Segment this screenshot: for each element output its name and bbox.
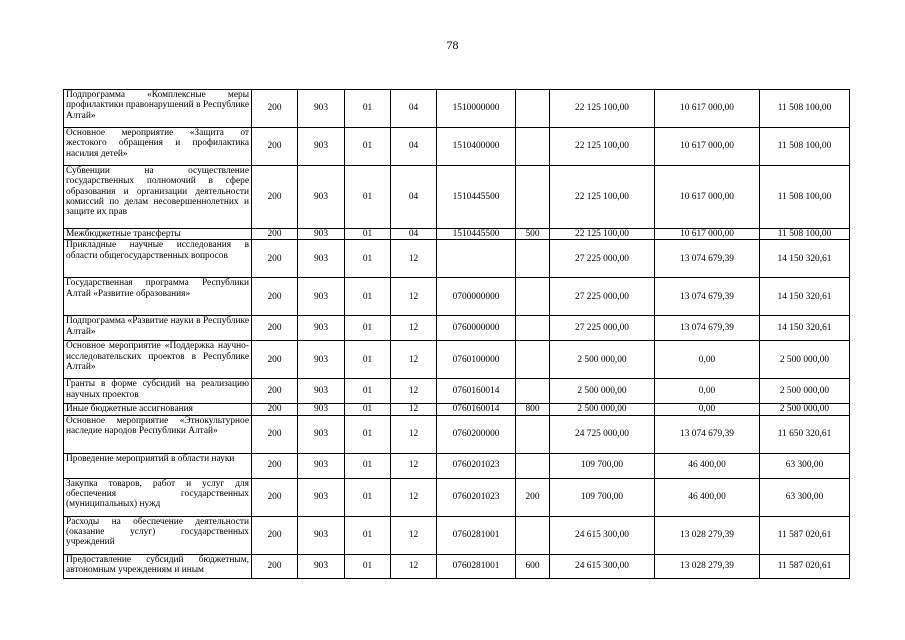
row-amount-3: 14 150 320,61	[760, 316, 850, 341]
row-code-csr: 0760160014	[437, 379, 516, 404]
row-amount-1: 109 700,00	[550, 478, 655, 516]
row-amount-1: 22 125 100,00	[550, 90, 655, 128]
row-code-vr: 500	[516, 229, 550, 240]
row-code-podrazdel: 12	[391, 240, 437, 278]
row-code-ved: 903	[298, 478, 345, 516]
row-code-glava: 200	[252, 478, 298, 516]
row-amount-2: 13 028 279,39	[655, 516, 760, 554]
table-row	[64, 404, 850, 415]
row-amount-3: 11 508 100,00	[760, 229, 850, 240]
row-code-csr: 0760000000	[437, 316, 516, 341]
row-code-vr	[516, 240, 550, 278]
row-code-podrazdel: 04	[391, 229, 437, 240]
row-code-csr	[437, 240, 516, 278]
row-code-glava: 200	[252, 516, 298, 554]
row-amount-2: 13 074 679,39	[655, 415, 760, 453]
row-name: Прикладные научные исследования в области общегосударственных вопросов	[64, 240, 252, 278]
row-code-razdel: 01	[345, 278, 391, 316]
row-amount-1: 109 700,00	[550, 453, 655, 478]
row-code-glava: 200	[252, 453, 298, 478]
table-row	[64, 316, 850, 341]
row-code-ved: 903	[298, 415, 345, 453]
row-name: Основное мероприятие «Защита от жестокого обращения и профилактика насилия детей»	[64, 128, 252, 166]
row-amount-3: 11 650 320,61	[760, 415, 850, 453]
row-amount-3: 63 300,00	[760, 453, 850, 478]
row-amount-1: 22 125 100,00	[550, 166, 655, 229]
row-code-razdel: 01	[345, 240, 391, 278]
row-code-vr: 200	[516, 478, 550, 516]
row-code-razdel: 01	[345, 554, 391, 578]
row-code-csr: 0760281001	[437, 554, 516, 578]
row-code-csr: 1510000000	[437, 90, 516, 128]
row-code-vr	[516, 128, 550, 166]
row-code-vr	[516, 453, 550, 478]
row-code-glava: 200	[252, 316, 298, 341]
row-amount-3: 11 508 100,00	[760, 166, 850, 229]
row-code-vr: 800	[516, 404, 550, 415]
row-code-ved: 903	[298, 316, 345, 341]
table-row	[64, 516, 850, 554]
row-amount-2: 10 617 000,00	[655, 229, 760, 240]
row-amount-2: 46 400,00	[655, 453, 760, 478]
row-name: Основное мероприятие «Поддержка научно-исследовательских проектов в Республике Алтай»	[64, 341, 252, 379]
row-amount-2: 13 028 279,39	[655, 554, 760, 578]
row-code-csr: 0760201023	[437, 453, 516, 478]
row-name: Проведение мероприятий в области науки	[64, 453, 252, 478]
row-code-vr: 600	[516, 554, 550, 578]
row-code-vr	[516, 516, 550, 554]
table-row	[64, 240, 850, 278]
row-code-csr: 0760100000	[437, 341, 516, 379]
row-code-glava: 200	[252, 240, 298, 278]
row-name: Гранты в форме субсидий на реализацию научных проектов	[64, 379, 252, 404]
row-code-vr	[516, 90, 550, 128]
row-code-glava: 200	[252, 379, 298, 404]
row-code-glava: 200	[252, 229, 298, 240]
table-row	[64, 478, 850, 516]
row-code-vr	[516, 316, 550, 341]
row-amount-1: 27 225 000,00	[550, 278, 655, 316]
row-amount-2: 0,00	[655, 404, 760, 415]
row-amount-3: 2 500 000,00	[760, 404, 850, 415]
row-code-razdel: 01	[345, 128, 391, 166]
row-code-glava: 200	[252, 166, 298, 229]
row-code-vr	[516, 341, 550, 379]
row-amount-2: 46 400,00	[655, 478, 760, 516]
row-amount-1: 24 615 300,00	[550, 554, 655, 578]
row-code-glava: 200	[252, 554, 298, 578]
row-code-ved: 903	[298, 341, 345, 379]
row-amount-1: 22 125 100,00	[550, 128, 655, 166]
table-row	[64, 554, 850, 578]
row-code-razdel: 01	[345, 90, 391, 128]
row-code-podrazdel: 12	[391, 379, 437, 404]
row-code-csr: 1510445500	[437, 229, 516, 240]
row-code-csr: 0760160014	[437, 404, 516, 415]
row-code-csr: 1510400000	[437, 128, 516, 166]
row-name: Государственная программа Республики Алтай «Развитие образования»	[64, 278, 252, 316]
row-code-podrazdel: 12	[391, 554, 437, 578]
row-amount-1: 27 225 000,00	[550, 240, 655, 278]
row-code-glava: 200	[252, 341, 298, 379]
row-code-ved: 903	[298, 166, 345, 229]
row-amount-3: 11 587 020,61	[760, 554, 850, 578]
row-amount-2: 0,00	[655, 379, 760, 404]
row-code-razdel: 01	[345, 516, 391, 554]
row-name: Закупка товаров, работ и услуг для обеспечения государственных (муниципальных) нужд	[64, 478, 252, 516]
row-code-ved: 903	[298, 229, 345, 240]
row-name: Подпрограмма «Комплексные меры профилактики правонарушений в Республике Алтай»	[64, 90, 252, 128]
row-code-glava: 200	[252, 415, 298, 453]
row-code-razdel: 01	[345, 316, 391, 341]
table-row	[64, 229, 850, 240]
row-amount-3: 14 150 320,61	[760, 278, 850, 316]
row-amount-2: 10 617 000,00	[655, 90, 760, 128]
row-code-glava: 200	[252, 128, 298, 166]
budget-table	[63, 89, 850, 579]
table-row	[64, 415, 850, 453]
row-code-glava: 200	[252, 278, 298, 316]
row-code-podrazdel: 04	[391, 90, 437, 128]
row-code-ved: 903	[298, 379, 345, 404]
row-amount-2: 13 074 679,39	[655, 278, 760, 316]
table-row	[64, 453, 850, 478]
table-row	[64, 166, 850, 229]
row-amount-2: 10 617 000,00	[655, 128, 760, 166]
row-amount-3: 2 500 000,00	[760, 341, 850, 379]
row-amount-1: 2 500 000,00	[550, 341, 655, 379]
row-code-podrazdel: 12	[391, 453, 437, 478]
table-row	[64, 278, 850, 316]
row-code-ved: 903	[298, 453, 345, 478]
row-code-podrazdel: 12	[391, 316, 437, 341]
row-code-ved: 903	[298, 278, 345, 316]
row-code-podrazdel: 12	[391, 415, 437, 453]
row-code-podrazdel: 12	[391, 341, 437, 379]
row-amount-1: 2 500 000,00	[550, 379, 655, 404]
row-code-ved: 903	[298, 90, 345, 128]
row-code-podrazdel: 04	[391, 166, 437, 229]
row-name: Расходы на обеспечение деятельности (оказание услуг) государственных учреждений	[64, 516, 252, 554]
row-amount-2: 13 074 679,39	[655, 240, 760, 278]
row-code-glava: 200	[252, 90, 298, 128]
row-code-razdel: 01	[345, 453, 391, 478]
row-name: Межбюджетные трансферты	[64, 229, 252, 240]
row-amount-1: 22 125 100,00	[550, 229, 655, 240]
table-row	[64, 90, 850, 128]
row-name: Подпрограмма «Развитие науки в Республике Алтай»	[64, 316, 252, 341]
page-number: 78	[446, 38, 459, 52]
table-row	[64, 341, 850, 379]
row-name: Субвенции на осуществление государственных полномочий в сфере образования и организации деятельности комиссий по делам несовершеннолетних и защите их прав	[64, 166, 252, 229]
row-code-razdel: 01	[345, 478, 391, 516]
row-code-csr: 0760200000	[437, 415, 516, 453]
row-code-csr: 1510445500	[437, 166, 516, 229]
table-row	[64, 379, 850, 404]
row-amount-1: 2 500 000,00	[550, 404, 655, 415]
row-amount-1: 24 615 300,00	[550, 516, 655, 554]
row-amount-3: 2 500 000,00	[760, 379, 850, 404]
row-amount-3: 11 508 100,00	[760, 90, 850, 128]
row-code-ved: 903	[298, 554, 345, 578]
row-code-razdel: 01	[345, 404, 391, 415]
row-code-podrazdel: 04	[391, 128, 437, 166]
row-code-razdel: 01	[345, 229, 391, 240]
row-amount-2: 10 617 000,00	[655, 166, 760, 229]
row-amount-3: 14 150 320,61	[760, 240, 850, 278]
row-code-vr	[516, 379, 550, 404]
row-code-csr: 0700000000	[437, 278, 516, 316]
row-amount-3: 63 300,00	[760, 478, 850, 516]
row-code-vr	[516, 278, 550, 316]
row-code-csr: 0760201023	[437, 478, 516, 516]
table-row	[64, 128, 850, 166]
row-amount-3: 11 587 020,61	[760, 516, 850, 554]
row-code-vr	[516, 166, 550, 229]
row-code-razdel: 01	[345, 415, 391, 453]
row-code-podrazdel: 12	[391, 478, 437, 516]
row-code-razdel: 01	[345, 341, 391, 379]
row-name: Иные бюджетные ассигнования	[64, 404, 252, 415]
row-name: Основное мероприятие «Этнокультурное наследие народов Республики Алтай»	[64, 415, 252, 453]
row-amount-2: 0,00	[655, 341, 760, 379]
row-amount-1: 24 725 000,00	[550, 415, 655, 453]
row-code-ved: 903	[298, 404, 345, 415]
row-code-ved: 903	[298, 240, 345, 278]
row-code-podrazdel: 12	[391, 404, 437, 415]
row-name: Предоставление субсидий бюджетным, автономным учреждениям и иным	[64, 554, 252, 578]
row-amount-3: 11 508 100,00	[760, 128, 850, 166]
row-code-podrazdel: 12	[391, 278, 437, 316]
row-code-razdel: 01	[345, 166, 391, 229]
row-code-csr: 0760281001	[437, 516, 516, 554]
table-body	[64, 90, 850, 579]
row-amount-1: 27 225 000,00	[550, 316, 655, 341]
row-code-razdel: 01	[345, 379, 391, 404]
row-amount-2: 13 074 679,39	[655, 316, 760, 341]
row-code-ved: 903	[298, 516, 345, 554]
row-code-glava: 200	[252, 404, 298, 415]
row-code-podrazdel: 12	[391, 516, 437, 554]
row-code-vr	[516, 415, 550, 453]
row-code-ved: 903	[298, 128, 345, 166]
